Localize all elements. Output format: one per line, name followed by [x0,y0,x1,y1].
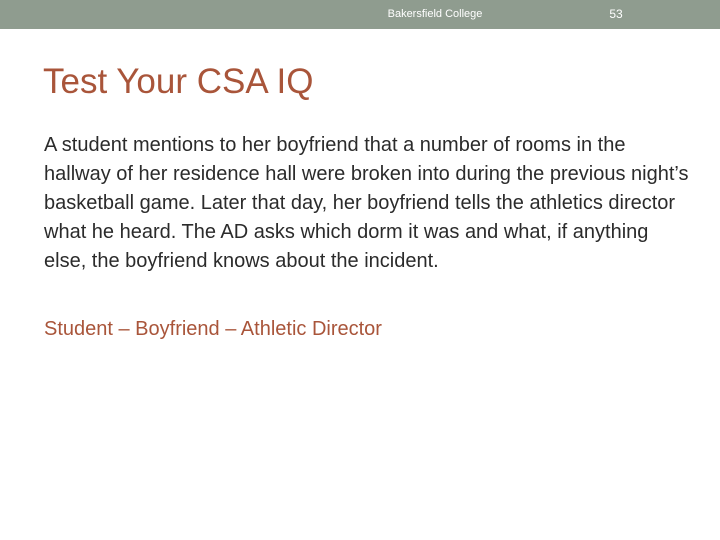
scenario-paragraph: A student mentions to her boyfriend that a number of rooms in the hallway of her residence hall were broken into during the previous night’s basketball game. Later that day, her boyfriend tells the athletics director what he heard. The AD asks which dorm it was and what, if anything else, the boyfriend knows about the incident. [44,134,689,272]
slide-number: 53 [609,7,623,21]
slide-body [44,131,689,344]
top-bar [0,0,720,29]
reporting-chain: Student – Boyfriend – Athletic Director [44,318,382,340]
paragraph-spacer [44,276,689,315]
footer-college-name: Bakersfield College [387,8,483,20]
slide-title: Test Your CSA IQ [43,62,314,101]
